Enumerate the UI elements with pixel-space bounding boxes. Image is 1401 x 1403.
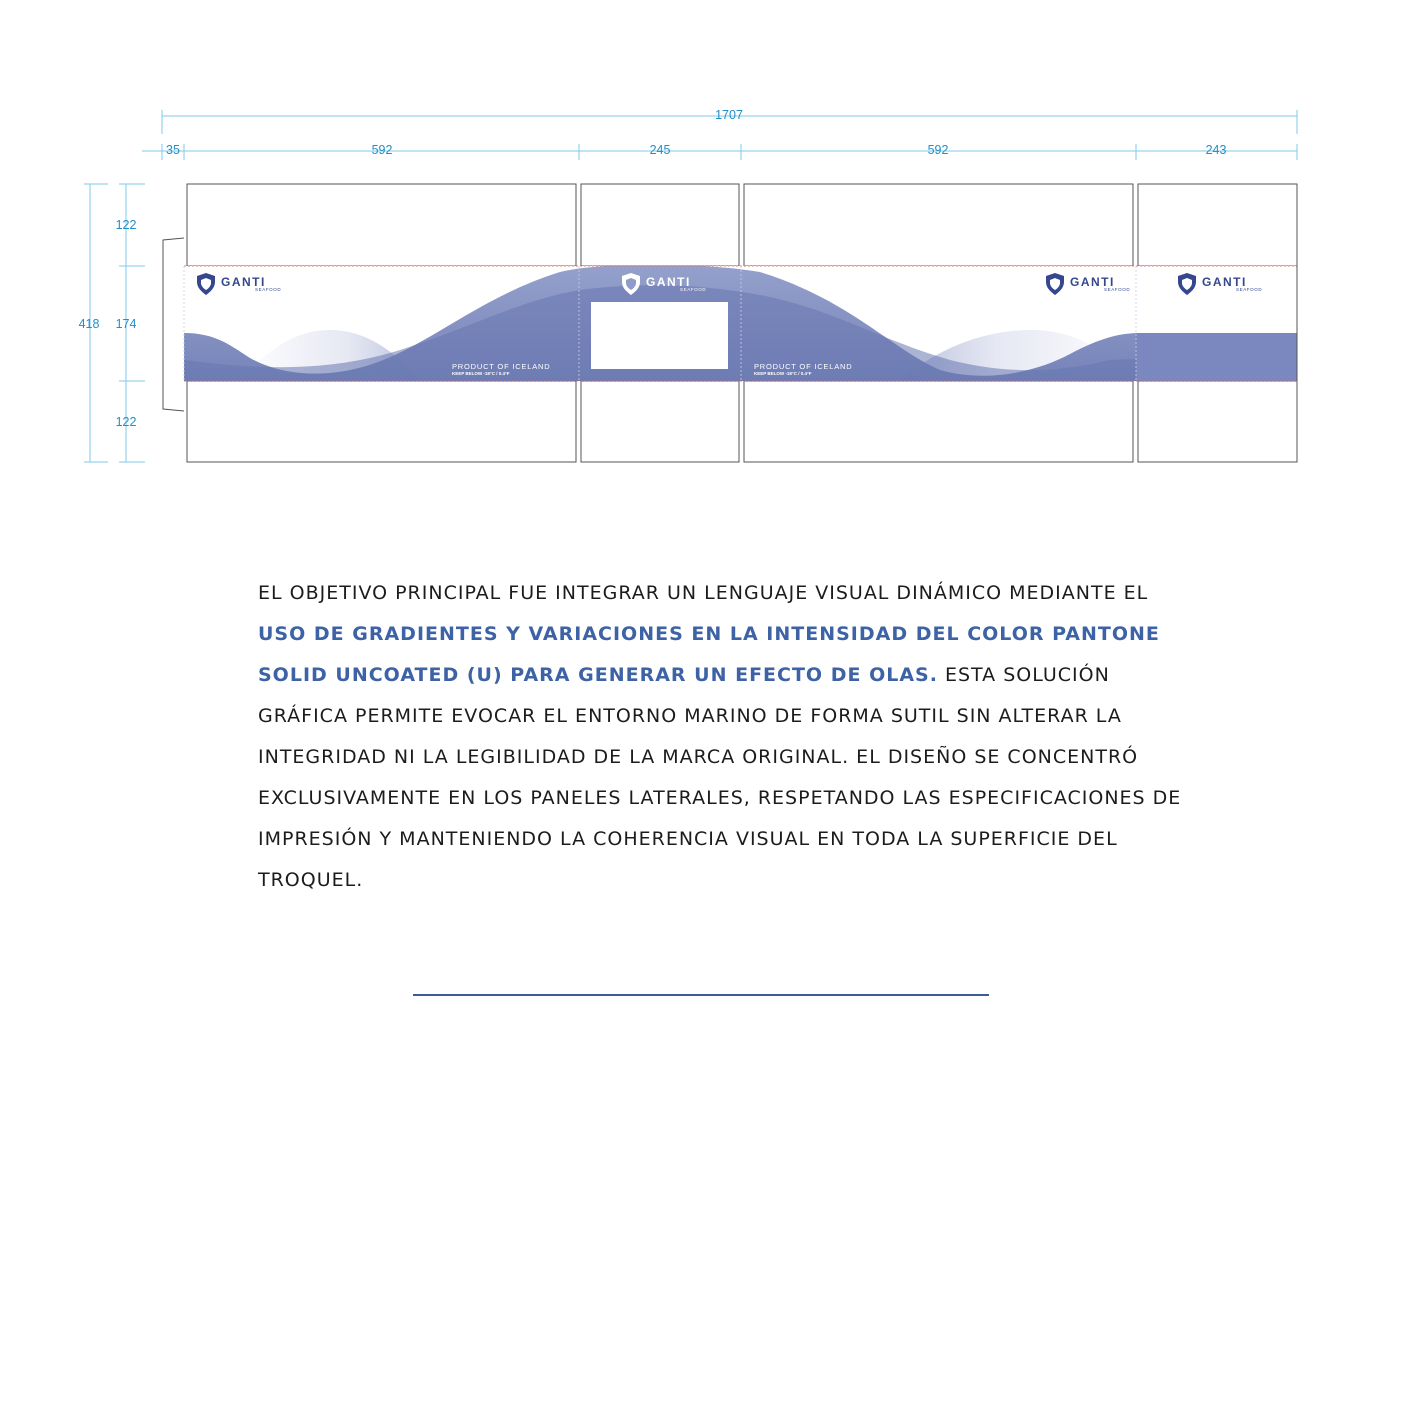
product-origin-text: PRODUCT OF ICELAND [754, 362, 853, 371]
section-divider [413, 994, 989, 996]
dim-total-height: 418 [78, 317, 100, 331]
brand-name: GANTI [221, 275, 266, 289]
brand-tagline: SEAFOOD [680, 287, 707, 292]
brand-name: GANTI [646, 275, 691, 289]
brand-tagline: SEAFOOD [1236, 287, 1263, 292]
dim-segment-panel-4: 243 [1205, 143, 1227, 157]
storage-text: KEEP BELOW -18°C / 0.4°F [452, 371, 510, 376]
display-window [591, 302, 728, 369]
product-origin-text: PRODUCT OF ICELAND [452, 362, 551, 371]
storage-text: KEEP BELOW -18°C / 0.4°F [754, 371, 812, 376]
glue-flap [163, 238, 184, 411]
description-intro: EL OBJETIVO PRINCIPAL FUE INTEGRAR UN LENGUAJE VISUAL DINÁMICO MEDIANTE EL [258, 582, 1149, 604]
dim-row-top: 122 [115, 218, 137, 232]
box-dieline-diagram [0, 0, 1401, 520]
description-highlight: USO DE GRADIENTES Y VARIACIONES EN LA INTENSIDAD DEL COLOR PANTONE SOLID UNCOATED (U) PARA GENERAR UN EFECTO DE OLAS. [258, 623, 1160, 686]
brand-name: GANTI [1202, 275, 1247, 289]
description-conclusion: ESTA SOLUCIÓN GRÁFICA PERMITE EVOCAR EL ENTORNO MARINO DE FORMA SUTIL SIN ALTERAR LA INTEGRIDAD NI LA LEGIBILIDAD DE LA MARCA ORIGINAL. EL DISEÑO SE CONCENTRÓ EXCLUSIVAMENTE EN LOS PANELES LATERALES, RESPETANDO LAS ESPECIFICACIONES DE IMPRESIÓN Y MANTENIENDO LA COHERENCIA VISUAL EN TODA LA SUPERFICIE DEL TROQUEL. [258, 664, 1182, 891]
brand-tagline: SEAFOOD [1104, 287, 1131, 292]
dim-segment-panel-1: 592 [371, 143, 393, 157]
right-panel-band [1136, 333, 1297, 381]
bottom-flaps [187, 381, 1297, 462]
brand-tagline: SEAFOOD [255, 287, 282, 292]
dim-segment-panel-3: 592 [927, 143, 949, 157]
dim-segment-panel-2: 245 [649, 143, 671, 157]
dim-total-width: 1707 [715, 108, 743, 122]
top-flaps [187, 184, 1297, 266]
project-description [258, 573, 1198, 901]
brand-name: GANTI [1070, 275, 1115, 289]
dim-segment-glue: 35 [166, 143, 180, 157]
dim-row-middle: 174 [115, 317, 137, 331]
dim-row-bottom: 122 [115, 415, 137, 429]
